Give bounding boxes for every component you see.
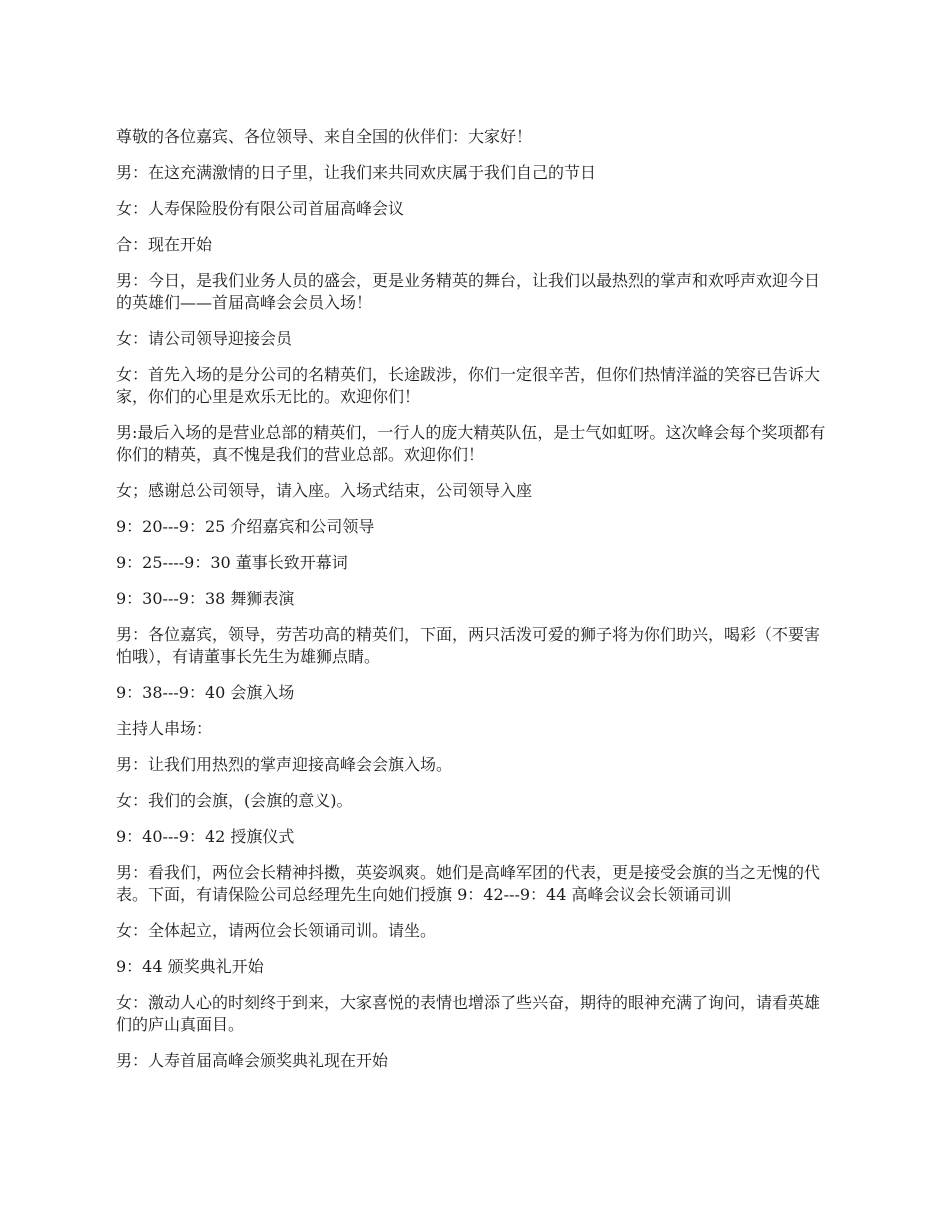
- script-line: 男：在这充满激情的日子里，让我们来共同欢庆属于我们自己的节日: [116, 163, 597, 182]
- script-line: 女：激动人心的时刻终于到来，大家喜悦的表情也增添了些兴奋，期待的眼神充满了询问，请看英雄们的庐山真面目。: [116, 993, 821, 1034]
- script-line: 合：现在开始: [116, 235, 213, 254]
- script-line: 男：看我们，两位会长精神抖擞，英姿飒爽。她们是高峰军团的代表，更是接受会旗的当之无愧的代表。下面，有请保险公司总经理先生向她们授旗 9：42---9：44 高峰会议会长领诵司训: [116, 863, 821, 904]
- script-line: 女：首先入场的是分公司的名精英们，长途跋涉，你们一定很辛苦，但你们热情洋溢的笑容已告诉大家，你们的心里是欢乐无比的。欢迎你们！: [116, 365, 821, 406]
- schedule-item: 9：38---9：40 会旗入场: [116, 683, 295, 702]
- schedule-item: 9：25----9：30 董事长致开幕词: [116, 553, 348, 572]
- script-line: 男:最后入场的是营业总部的精英们，一行人的庞大精英队伍，是士气如虹呀。这次峰会每个奖项都有你们的精英，真不愧是我们的营业总部。欢迎你们！: [116, 423, 826, 464]
- script-line: 男：让我们用热烈的掌声迎接高峰会会旗入场。: [116, 755, 453, 774]
- schedule-item: 9：44 颁奖典礼开始: [116, 957, 264, 976]
- script-line: 男：人寿首届高峰会颁奖典礼现在开始: [116, 1051, 389, 1070]
- schedule-item: 9：20---9：25 介绍嘉宾和公司领导: [116, 517, 375, 536]
- script-line: 女：我们的会旗，(会旗的意义)。: [116, 791, 353, 810]
- opening-greeting: 尊敬的各位嘉宾、各位领导、来自全国的伙伴们：大家好！: [116, 127, 533, 146]
- script-line: 女：人寿保险股份有限公司首届高峰会议: [116, 199, 405, 218]
- script-line: 女：全体起立，请两位会长领诵司训。请坐。: [116, 921, 437, 940]
- script-line: 男：今日，是我们业务人员的盛会，更是业务精英的舞台，让我们以最热烈的掌声和欢呼声欢迎今日的英雄们——首届高峰会会员入场！: [116, 271, 821, 312]
- script-line: 女；感谢总公司领导，请入座。入场式结束，公司领导入座: [116, 481, 533, 500]
- script-line: 男：各位嘉宾，领导，劳苦功高的精英们，下面，两只活泼可爱的狮子将为你们助兴，喝彩（不要害怕哦），有请董事长先生为雄狮点睛。: [116, 625, 821, 666]
- script-line: 女：请公司领导迎接会员: [116, 329, 293, 348]
- schedule-item: 9：30---9：38 舞狮表演: [116, 589, 295, 608]
- section-label: 主持人串场：: [116, 719, 213, 738]
- schedule-item: 9：40---9：42 授旗仪式: [116, 827, 295, 846]
